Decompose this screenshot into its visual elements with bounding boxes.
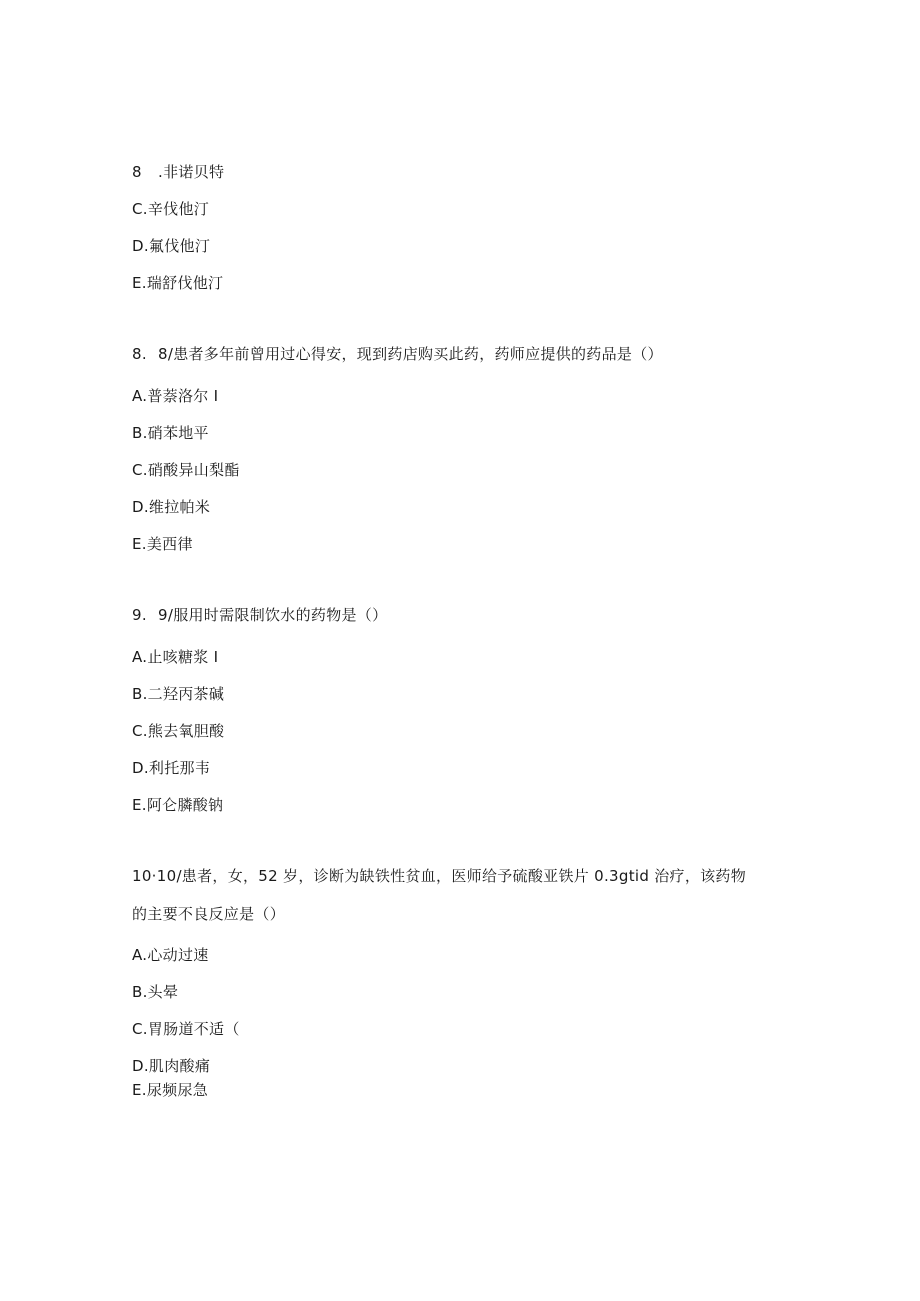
q8-number: 8. (132, 345, 147, 363)
q7-option-b (132, 162, 224, 182)
q10-option-c: C.胃肠道不适（ (132, 1020, 240, 1038)
q7-option-e: E.瑞舒伐他汀 (132, 274, 224, 292)
q10-stem-line1: 10·10/患者，女，52 岁，诊断为缺铁性贫血，医师给予硫酸亚铁片 0.3gtid 治疗，该药物 (132, 867, 747, 885)
q10-option-e: E.尿频尿急 (132, 1081, 209, 1099)
q9-option-e: E.阿仑膦酸钠 (132, 796, 224, 814)
q9-option-d: D.利托那韦 (132, 759, 211, 777)
q9-stem (132, 605, 387, 625)
q8-option-c: C.硝酸异山梨酯 (132, 461, 240, 479)
q8-option-b: B.硝苯地平 (132, 424, 209, 442)
q8-option-d: D.维拉帕米 (132, 498, 211, 516)
q10-stem-line2: 的主要不良反应是（） (132, 905, 286, 923)
q7-option-d: D.氟伐他汀 (132, 237, 211, 255)
q7-option-c: C.辛伐他汀 (132, 200, 210, 218)
q9-option-c: C.熊去氧胆酸 (132, 722, 225, 740)
q9-stem-text: 9/服用时需限制饮水的药物是（） (158, 606, 388, 624)
q10-option-d: D.肌肉酸痛 (132, 1057, 211, 1075)
q9-option-b: B.二羟丙茶碱 (132, 685, 225, 703)
q7-option-b-text: .非诺贝特 (158, 163, 225, 181)
q9-option-a: A.止咳糖浆 I (132, 648, 219, 666)
q8-option-a: A.普萘洛尔 I (132, 387, 219, 405)
q10-option-a: A.心动过速 (132, 946, 209, 964)
q10-option-b: B.头晕 (132, 983, 179, 1001)
q7-option-b-number: 8 (132, 163, 142, 181)
q8-option-e: E.美西律 (132, 535, 193, 553)
q8-stem (132, 344, 663, 364)
q9-number: 9. (132, 606, 147, 624)
q8-stem-text: 8/患者多年前曾用过心得安，现到药店购买此药，药师应提供的药品是（） (158, 345, 663, 363)
